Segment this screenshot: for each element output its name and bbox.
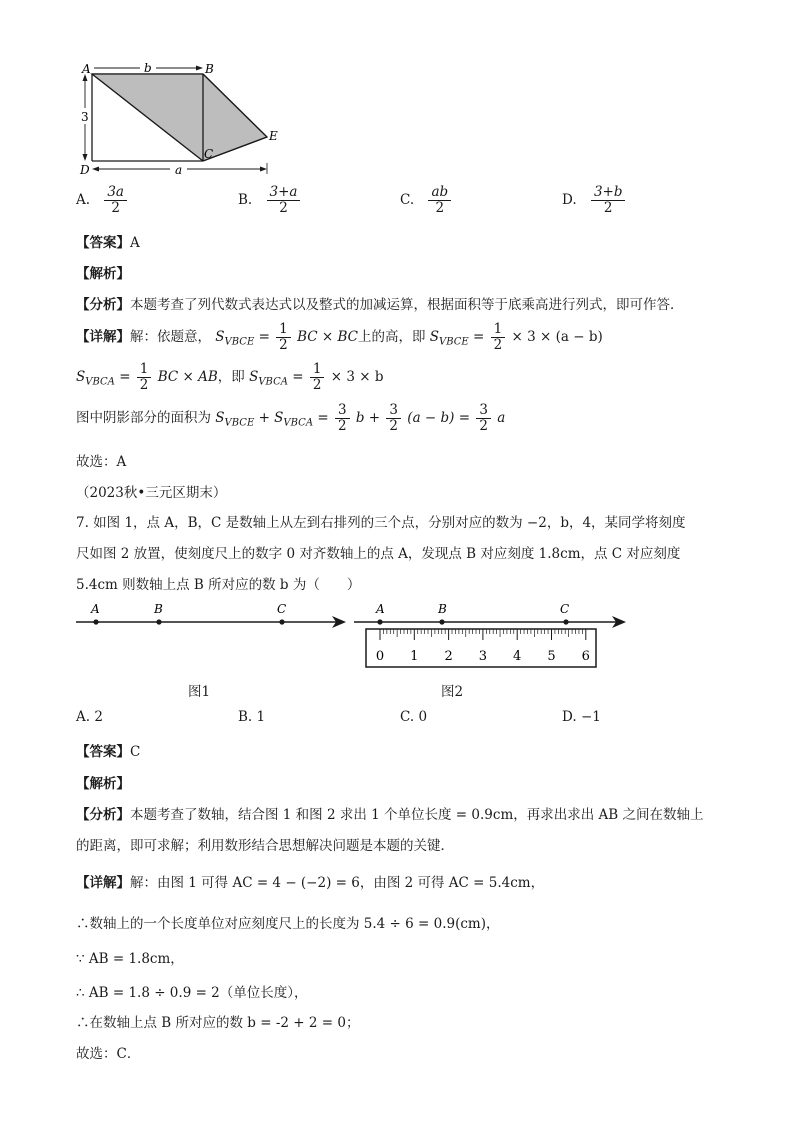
label-B: B [205,62,214,76]
q6-option-d[interactable]: D. $\frac{3+b}{2}$ [562,185,627,216]
q7-fig1-caption: 图1 [188,684,211,700]
q7-detail-line5: ∴在数轴上点 B 所对应的数 b = -2 + 2 = 0； [76,1015,360,1031]
q6-option-b[interactable]: B. $\frac{3+a}{2}$ [238,185,302,216]
q7-figure1-number-line [74,600,350,640]
label-E: E [269,129,278,143]
fig1-label-C: C [277,602,287,616]
fig2-label-B: B [438,602,447,616]
q7-fenxi-line2: 的距离，即可求解；利用数形结合思想解决问题是本题的关键． [76,838,454,854]
q7-option-b[interactable]: B. 1 [238,709,266,725]
label-D: D [80,163,90,177]
q6-detail-line1: 【详解】解：依题意， $S_{VBCE}$ = $\frac{1}{2}$ BC × BC上的高，即 $S_{VBCE}$ = $\frac{1}{2}$ × 3 × (a − b) [76,321,603,353]
q7-figure2-number-line-ruler [352,600,632,672]
q7-stem-line2: 尺如图 2 放置，使刻度尺上的数字 0 对齐数轴上的点 A，发现点 B 对应刻度 1.8cm，点 C 对应刻度 [76,546,681,562]
ruler-number: 0 [375,649,385,664]
label-3: 3 [81,110,89,124]
label-b: b [144,61,152,75]
q7-option-c[interactable]: C. 0 [400,709,428,725]
q7-choose: 故选：C． [76,1046,141,1062]
q7-stem-line1: 7. 如图 1，点 A，B，C 是数轴上从左到右排列的三个点，分别对应的数为 −2，b，4，某同学将刻度 [76,515,686,531]
q6-analysis-tag: 【解析】 [76,266,130,282]
dim-3-arrow-bottom [83,154,88,161]
fig1-label-A: A [91,602,100,616]
dim-a-arrow-right [260,167,267,172]
dim-a-arrow-left [92,167,99,172]
q6-geometry-figure [70,58,290,183]
ruler-number: 6 [581,649,590,664]
fig2-label-C: C [560,602,570,616]
q7-options [76,709,736,729]
ruler-number: 3 [478,649,488,664]
q6-detail-line3: 图中阴影部分的面积为 $S_{VBCE} + S_{VBCA}$ = $\frac{3}{2}$ b + $\frac{3}{2}$ (a − b) = $\frac{3}{2}$ a [76,402,506,434]
q6-options [76,185,736,225]
fig2-point-B [439,619,444,624]
q7-detail-line1: 【详解】解：由图 1 可得 AC = 4 − (−2) = 6，由图 2 可得 AC = 5.4cm， [76,875,545,891]
label-C: C [204,147,214,161]
q6-fenxi: 【分析】本题考查了列代数式表达式以及整式的加减运算，根据面积等于底乘高进行列式，即可作答． [76,297,684,313]
q6-option-a[interactable]: A. $\frac{3a}{2}$ [76,185,129,216]
q6-answer: 【答案】A [76,235,140,251]
ruler-number: 4 [513,649,522,664]
fig1-point-A [93,619,98,624]
ruler-number: 2 [444,649,453,664]
q7-fig2-caption: 图2 [441,684,464,700]
q6-choose: 故选：A [76,454,127,470]
q7-detail-line4: ∴ AB = 1.8 ÷ 0.9 = 2（单位长度）， [76,985,308,1001]
q7-analysis-tag: 【解析】 [76,776,130,792]
label-A: A [82,62,91,76]
fig2-point-A [377,619,382,624]
fig1-point-C [279,619,284,624]
q7-answer: 【答案】C [76,744,141,760]
q7-option-d[interactable]: D. −1 [562,709,601,725]
fig1-label-B: B [154,602,163,616]
label-a: a [175,163,183,177]
q7-stem-line3: 5.4cm 则数轴上点 B 所对应的数 b 为（ ） [76,577,361,593]
q7-fenxi-line1: 【分析】本题考查了数轴，结合图 1 和图 2 求出 1 个单位长度 = 0.9cm，再求出求出 AB 之间在数轴上 [76,807,704,823]
q6-option-c[interactable]: C. $\frac{ab}{2}$ [400,185,453,216]
fig1-point-B [156,619,161,624]
fig2-label-A: A [376,602,385,616]
dim-b-arrow-right [196,66,203,71]
q7-detail-line2: ∴数轴上的一个长度单位对应刻度尺上的长度为 5.4 ÷ 6 = 0.9(cm)， [76,916,500,932]
source-note: （2023秋•三元区期末） [76,485,227,501]
q6-detail-line2: $S_{VBCA}$ = $\frac{1}{2}$ BC × AB，即 $S_{VBCA}$ = $\frac{1}{2}$ × 3 × b [76,361,384,393]
fig2-point-C [563,619,568,624]
q7-detail-line3: ∵ AB = 1.8cm， [76,951,184,967]
ruler-number: 1 [410,649,419,664]
q7-option-a[interactable]: A. 2 [76,709,103,725]
ruler-number: 5 [547,649,556,664]
